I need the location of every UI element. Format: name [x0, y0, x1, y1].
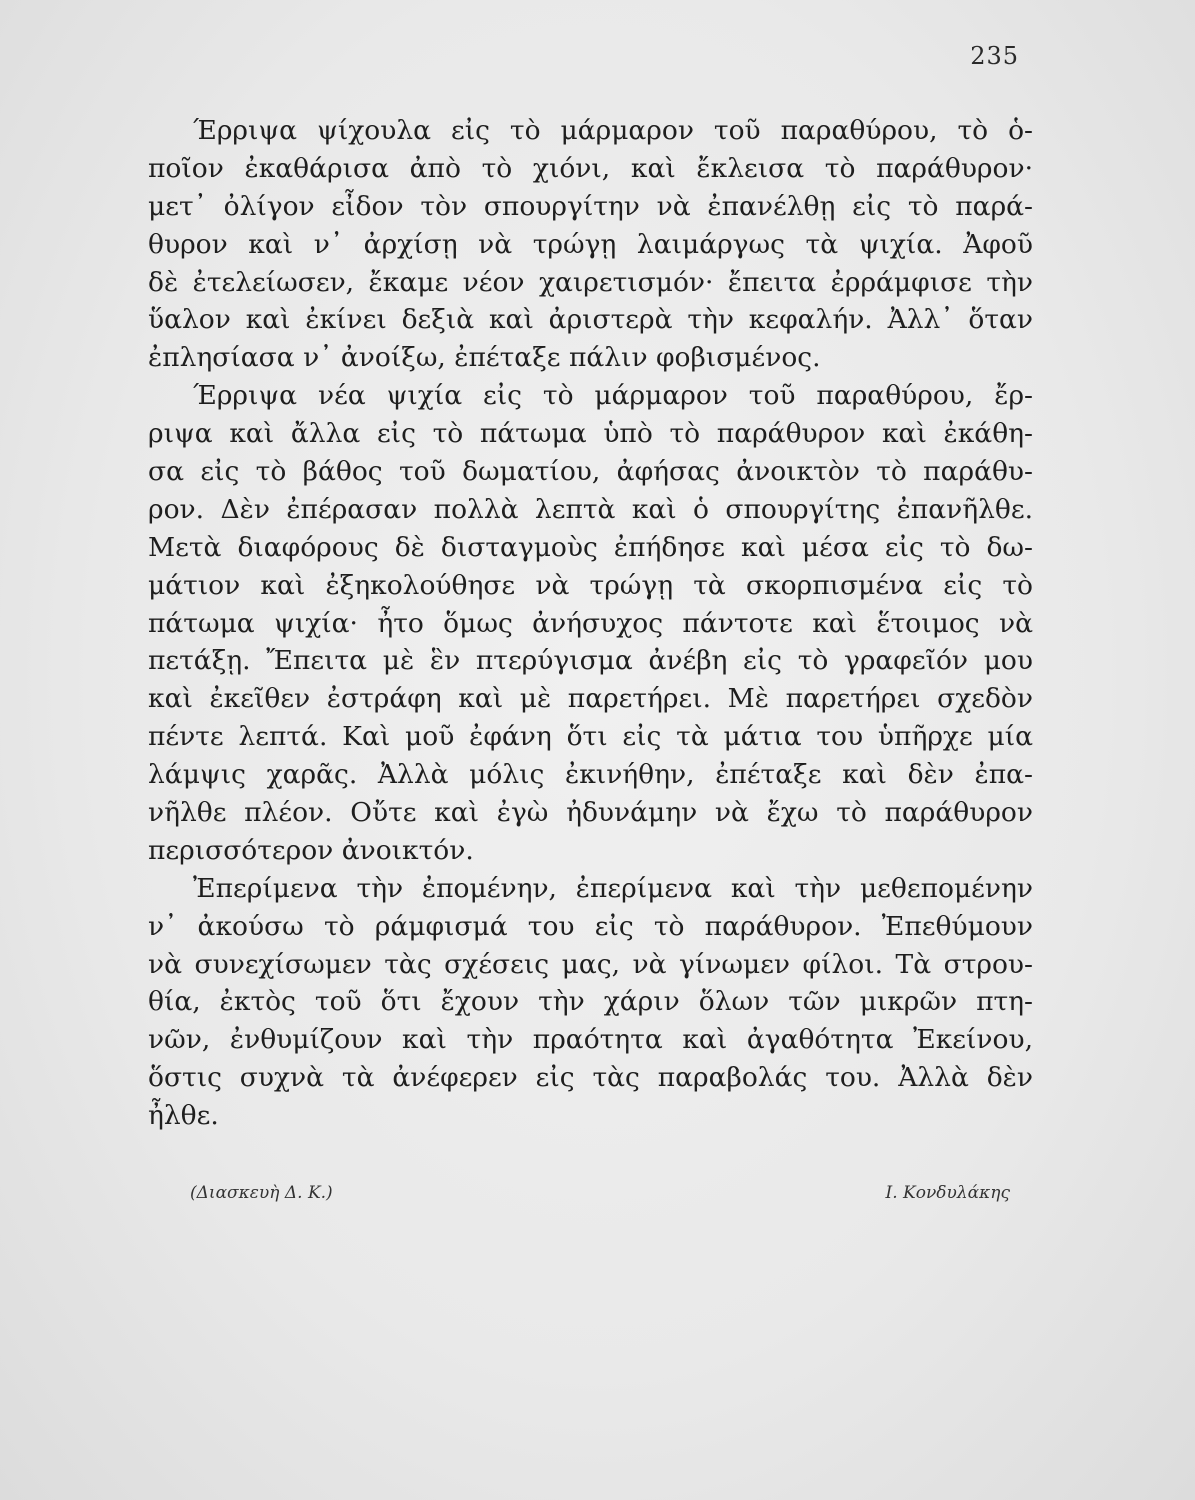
text-line: Ἐπερίμενα τὴν ἐπομένην, ἐπερίμενα καὶ τὴν μεθεπομένην	[193, 872, 1033, 904]
text-line: ὕαλον καὶ ἐκίνει δεξιὰ καὶ ἀριστερὰ τὴν κεφαλήν. Ἀλλ᾽ ὅταν	[148, 304, 1033, 336]
text-line: ριψα καὶ ἄλλα εἰς τὸ πάτωμα ὑπὸ τὸ παράθυρον καὶ ἐκάθη-	[148, 418, 1033, 450]
author-signature: Ι. Κονδυλάκης	[885, 1183, 1010, 1203]
text-line: νῶν, ἐνθυμίζουν καὶ τὴν πραότητα καὶ ἀγαθότητα Ἐκείνου,	[148, 1024, 1033, 1056]
text-line: ἦλθε.	[148, 1100, 219, 1132]
text-line: ποῖον ἐκαθάρισα ἀπὸ τὸ χιόνι, καὶ ἔκλεισα τὸ παράθυρον·	[148, 152, 1033, 184]
text-line: ἐπλησίασα ν᾽ ἀνοίξω, ἐπέταξε πάλιν φοβισμένος.	[148, 342, 821, 374]
text-line: πέντε λεπτά. Καὶ μοῦ ἐφάνη ὅτι εἰς τὰ μάτια του ὑπῆρχε μία	[148, 721, 1033, 753]
page-number: 235	[970, 42, 1019, 70]
adaptation-credit: (Διασκευὴ Δ. Κ.)	[190, 1183, 333, 1203]
text-line: Μετὰ διαφόρους δὲ δισταγμοὺς ἐπήδησε καὶ μέσα εἰς τὸ δω-	[148, 531, 1033, 563]
text-line: δὲ ἐτελείωσεν, ἔκαμε νέον χαιρετισμόν· ἔπειτα ἐρράμφισε τὴν	[148, 266, 1033, 298]
body-text	[148, 112, 1033, 1135]
text-line: λάμψις χαρᾶς. Ἀλλὰ μόλις ἐκινήθην, ἐπέταξε καὶ δὲν ἐπα-	[148, 759, 1033, 791]
text-line: ὅστις συχνὰ τὰ ἀνέφερεν εἰς τὰς παραβολάς του. Ἀλλὰ δὲν	[148, 1062, 1033, 1094]
text-line: περισσότερον ἀνοικτόν.	[148, 834, 474, 866]
text-line: ν᾽ ἀκούσω τὸ ράμφισμά του εἰς τὸ παράθυρον. Ἐπεθύμουν	[148, 910, 1033, 942]
text-line: πετάξῃ. Ἔπειτα μὲ ἓν πτερύγισμα ἀνέβη εἰς τὸ γραφεῖόν μου	[148, 645, 1033, 677]
text-line: πάτωμα ψιχία· ἦτο ὅμως ἀνήσυχος πάντοτε καὶ ἕτοιμος νὰ	[148, 607, 1033, 639]
text-line: Έρριψα νέα ψιχία εἰς τὸ μάρμαρον τοῦ παραθύρου, ἔρ-	[193, 380, 1033, 412]
text-line: ρον. Δὲν ἐπέρασαν πολλὰ λεπτὰ καὶ ὁ σπουργίτης ἐπανῆλθε.	[148, 493, 1033, 525]
text-line: νῆλθε πλέον. Οὔτε καὶ ἐγὼ ἠδυνάμην νὰ ἔχω τὸ παράθυρον	[148, 797, 1033, 829]
text-line: σα εἰς τὸ βάθος τοῦ δωματίου, ἀφήσας ἀνοικτὸν τὸ παράθυ-	[148, 456, 1033, 488]
text-line: Έρριψα ψίχουλα εἰς τὸ μάρμαρον τοῦ παραθύρου, τὸ ὁ-	[193, 115, 1033, 146]
text-line: θία, ἐκτὸς τοῦ ὅτι ἔχουν τὴν χάριν ὅλων τῶν μικρῶν πτη-	[148, 986, 1033, 1018]
text-line: θυρον καὶ ν᾽ ἀρχίσῃ νὰ τρώγῃ λαιμάργως τὰ ψιχία. Ἀφοῦ	[148, 228, 1033, 260]
text-line: μετ᾽ ὀλίγον εἶδον τὸν σπουργίτην νὰ ἐπανέλθῃ εἰς τὸ παρά-	[148, 190, 1033, 222]
text-line: καὶ ἐκεῖθεν ἐστράφη καὶ μὲ παρετήρει. Μὲ παρετήρει σχεδὸν	[148, 683, 1033, 715]
text-line: μάτιον καὶ ἐξηκολούθησε νὰ τρώγῃ τὰ σκορπισμένα εἰς τὸ	[148, 569, 1033, 601]
text-line: νὰ συνεχίσωμεν τὰς σχέσεις μας, νὰ γίνωμεν φίλοι. Τὰ στρου-	[148, 948, 1033, 980]
